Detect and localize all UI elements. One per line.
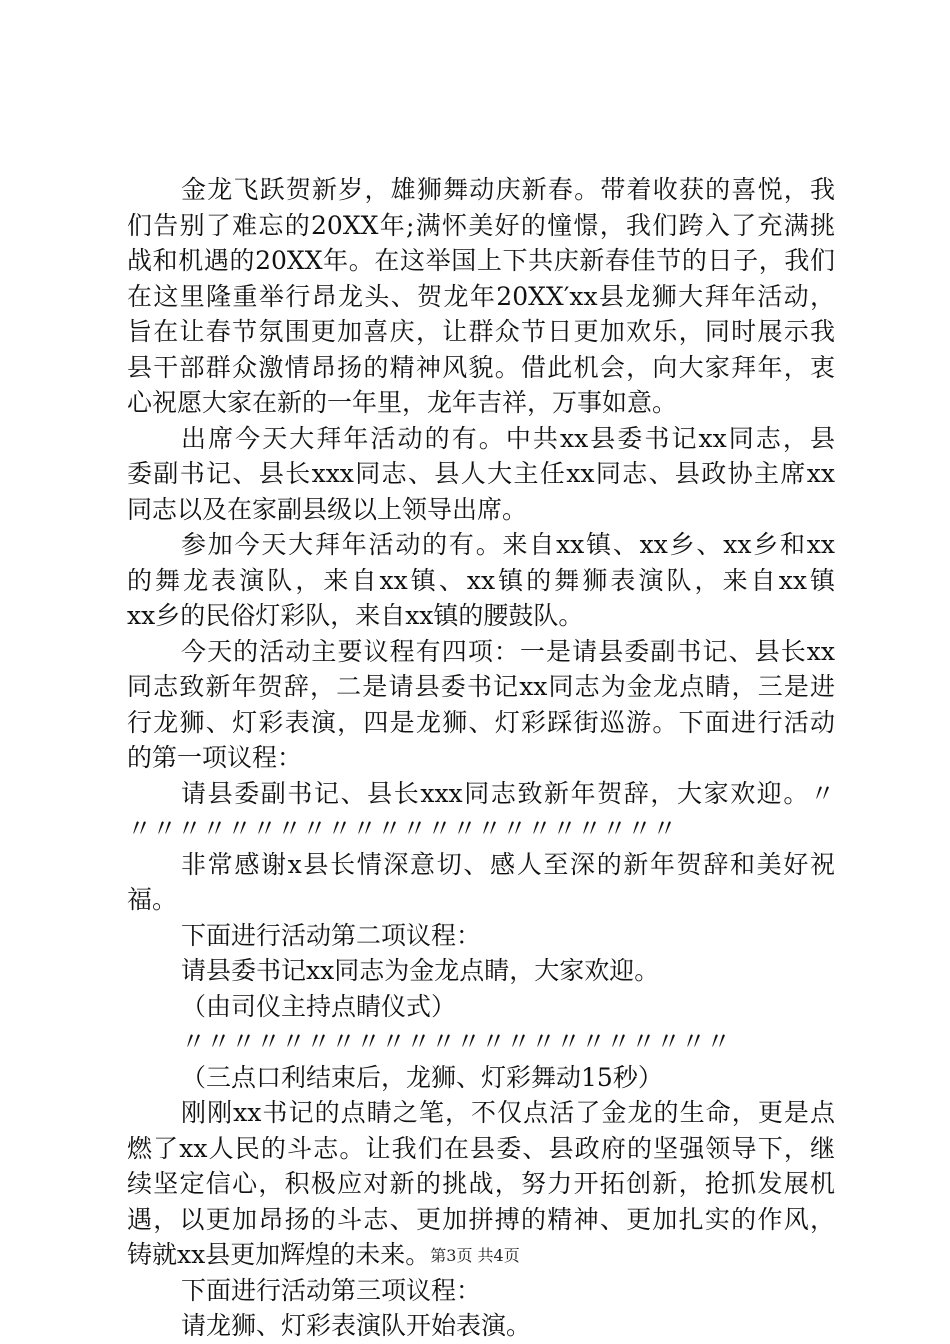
text-line: 出席今天大拜年活动的有。中共xx县委书记xx同志，县 — [181, 423, 835, 453]
text-line: 〃〃〃〃〃〃〃〃〃〃〃〃〃〃〃〃〃〃〃〃〃〃 — [127, 814, 678, 843]
text-line: 下面进行活动第二项议程： — [181, 920, 482, 950]
text-line: 行龙狮、灯彩表演，四是龙狮、灯彩踩街巡游。下面进行活动 — [127, 707, 835, 737]
text-line: 同志致新年贺辞，二是请县委书记xx同志为金龙点睛，三是进 — [127, 672, 835, 701]
text-line: 遇，以更加昂扬的斗志、更加拼搏的精神、更加扎实的作风， — [127, 1204, 835, 1234]
text-line: 的第一项议程： — [127, 743, 303, 772]
text-line: （三点口利结束后，龙狮、灯彩舞动15秒） — [181, 1062, 663, 1092]
page-footer: 第3页 共4页 — [430, 1246, 520, 1265]
text-line: 续坚定信心，积极应对新的挑战，努力开拓创新，抢抓发展机 — [127, 1169, 835, 1198]
text-line: 请县委副书记、县长xxx同志致新年贺辞，大家欢迎。〃 — [181, 778, 835, 808]
text-line: 刚刚xx书记的点睛之笔，不仅点活了金龙的生命，更是点 — [181, 1098, 835, 1127]
text-line: 旨在让春节氛围更加喜庆，让群众节日更加欢乐，同时展示我 — [127, 317, 835, 346]
text-line: 福。 — [127, 885, 178, 914]
document-body — [127, 172, 835, 1344]
text-line: 委副书记、县长xxx同志、县人大主任xx同志、县政协主席xx — [127, 459, 835, 488]
text-line: 下面进行活动第三项议程： — [181, 1275, 482, 1305]
text-line: 心祝愿大家在新的一年里，龙年吉祥，万事如意。 — [127, 388, 678, 417]
text-line: 非常感谢x县长情深意切、感人至深的新年贺辞和美好祝 — [181, 849, 835, 879]
text-line: 在这里隆重举行昂龙头、贺龙年20XX′xx县龙狮大拜年活动， — [127, 281, 835, 311]
text-line: 铸就xx县更加辉煌的未来。 — [127, 1240, 431, 1269]
text-line: 参加今天大拜年活动的有。来自xx镇、xx乡、xx乡和xx — [181, 530, 835, 559]
text-line: 同志以及在家副县级以上领导出席。 — [127, 494, 528, 524]
text-line: （由司仪主持点睛仪式） — [181, 991, 457, 1021]
text-line: 请县委书记xx同志为金龙点睛，大家欢迎。 — [181, 956, 660, 985]
text-line: 们告别了难忘的20XX年;满怀美好的憧憬，我们跨入了充满挑 — [127, 210, 835, 240]
text-line: 金龙飞跃贺新岁，雄狮舞动庆新春。带着收获的喜悦，我 — [181, 175, 835, 204]
text-line: 燃了xx人民的斗志。让我们在县委、县政府的坚强领导下，继 — [127, 1133, 835, 1163]
text-line: 县干部群众激情昂扬的精神风貌。借此机会，向大家拜年，衷 — [127, 352, 835, 382]
text-line: 〃〃〃〃〃〃〃〃〃〃〃〃〃〃〃〃〃〃〃〃〃〃 — [181, 1027, 732, 1056]
text-line: 战和机遇的20XX年。在这举国上下共庆新春佳节的日子，我们 — [127, 246, 835, 275]
text-line: xx乡的民俗灯彩队，来自xx镇的腰鼓队。 — [127, 601, 584, 630]
text-line: 今天的活动主要议程有四项：一是请县委副书记、县长xx — [181, 636, 835, 666]
text-line: 请龙狮、灯彩表演队开始表演。 — [181, 1311, 532, 1340]
text-line: 的舞龙表演队，来自xx镇、xx镇的舞狮表演队，来自xx镇 — [127, 565, 835, 595]
